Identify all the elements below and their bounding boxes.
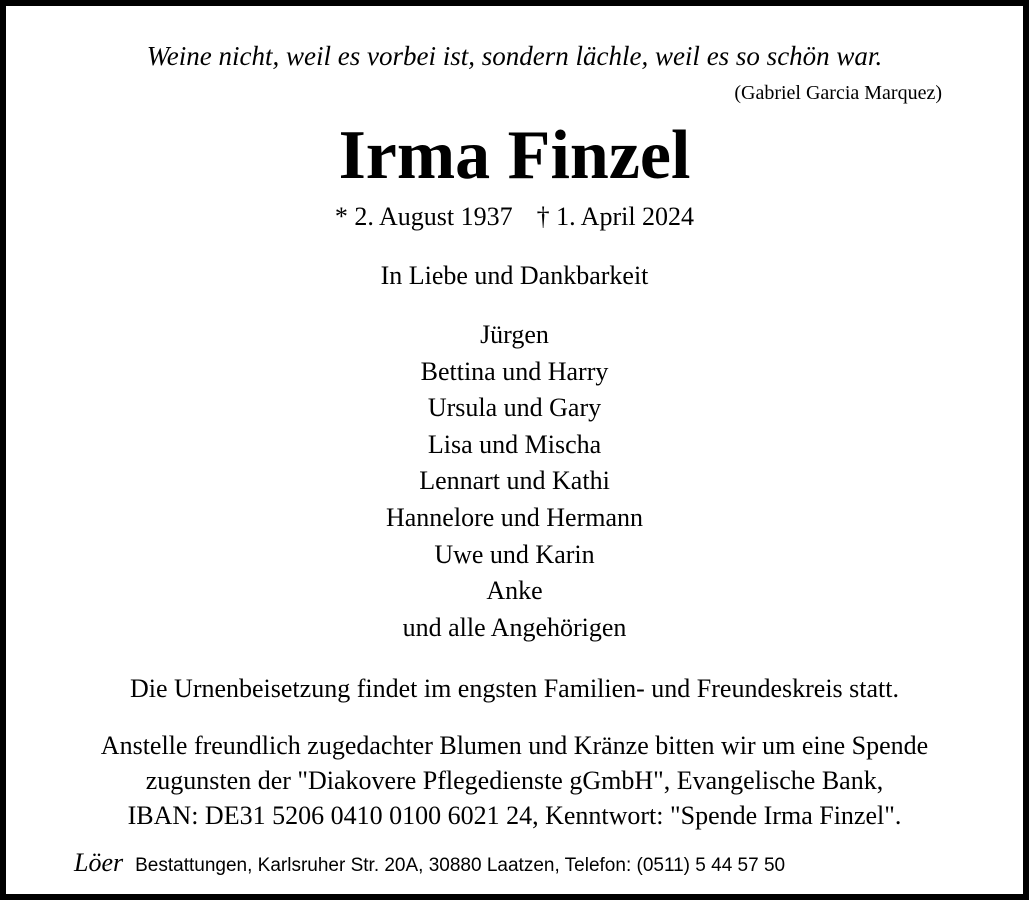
mourners-list xyxy=(6,317,1023,646)
burial-notice: Die Urnenbeisetzung findet im engsten Familien- und Freundeskreis statt. xyxy=(130,674,899,703)
mourner-name: und alle Angehörigen xyxy=(402,612,627,642)
birth-date: * 2. August 1937 xyxy=(334,202,513,231)
funeral-home-footer xyxy=(74,846,785,883)
mourner-name: Uwe und Karin xyxy=(434,539,595,569)
mourner-name: Lisa und Mischa xyxy=(427,429,602,459)
dedication-line: In Liebe und Dankbarkeit xyxy=(380,261,649,290)
donation-line: IBAN: DE31 5206 0410 0100 6021 24, Kenntwort: "Spende Irma Finzel". xyxy=(127,801,902,830)
mourner-name: Anke xyxy=(486,576,543,606)
mourner-name: Bettina und Harry xyxy=(420,356,609,386)
deceased-name: Irma Finzel xyxy=(338,117,691,194)
mourner-name: Lennart und Kathi xyxy=(419,466,610,496)
death-date: † 1. April 2024 xyxy=(536,202,695,231)
life-dates xyxy=(6,201,1023,233)
quote-text: Weine nicht, weil es vorbei ist, sondern lächle, weil es so schön war. xyxy=(146,41,883,71)
mourner-name: Hannelore und Hermann xyxy=(385,502,644,532)
donation-request xyxy=(6,728,1023,833)
donation-line: Anstelle freundlich zugedachter Blumen und Kränze bitten wir um eine Spende xyxy=(100,731,929,760)
mourner-name: Jürgen xyxy=(480,320,549,349)
mourner-name: Ursula und Gary xyxy=(427,393,602,423)
funeral-home-logo: Löer xyxy=(74,848,124,877)
quote-author: (Gabriel Garcia Marquez) xyxy=(734,82,942,104)
donation-line: zugunsten der "Diakovere Pflegedienste gGmbH", Evangelische Bank, xyxy=(145,766,884,795)
funeral-home-address: Bestattungen, Karlsruher Str. 20A, 30880 Laatzen, Telefon: (0511) 5 44 57 50 xyxy=(135,855,786,876)
